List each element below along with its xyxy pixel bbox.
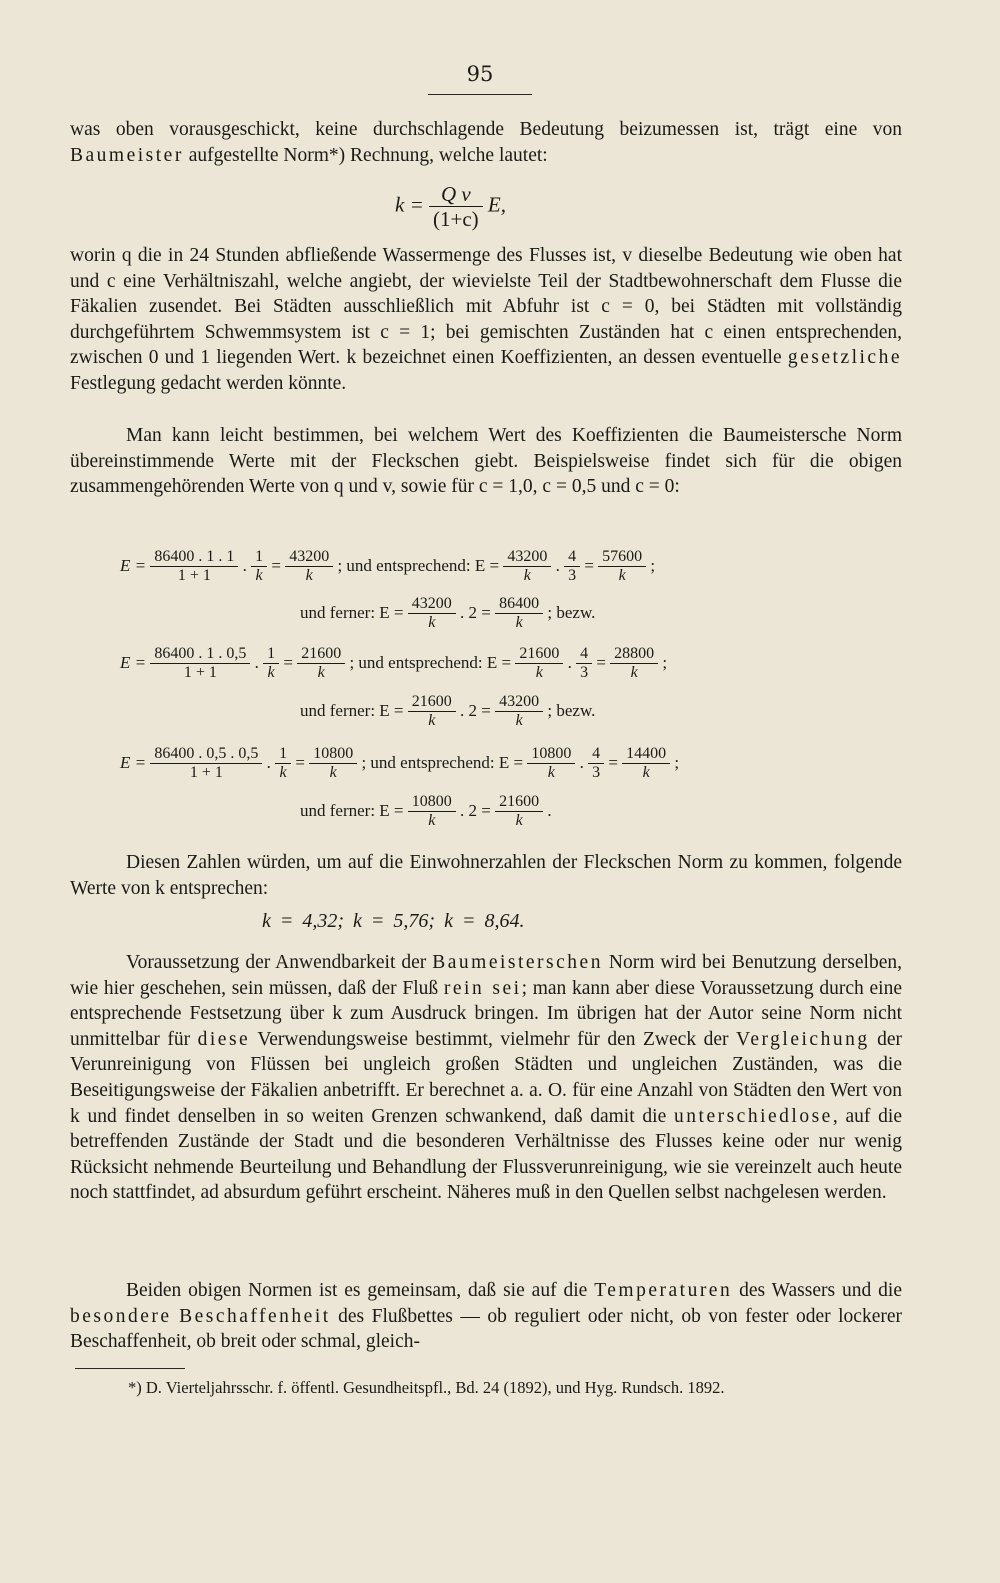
formula-lhs: k = xyxy=(395,192,424,217)
eq-den: k xyxy=(255,567,263,585)
eq-num: 4 xyxy=(588,745,604,764)
text-span: Verwendungsweise bestimmt, vielmehr für den Zweck der xyxy=(250,1028,736,1050)
eq-num: 28800 xyxy=(610,645,658,664)
eq-text: und ferner: E = xyxy=(300,800,408,820)
eq-op: = xyxy=(267,555,286,575)
eq-op: = xyxy=(279,652,298,672)
text-span: aufgestellte Norm*) Rechnung, welche lautet: xyxy=(183,144,548,166)
eq-den: k xyxy=(523,567,531,585)
main-formula xyxy=(395,182,506,231)
eq-num: 21600 xyxy=(297,645,345,664)
eq-fraction xyxy=(408,793,456,831)
eq-fraction xyxy=(263,645,279,683)
page-number-rule xyxy=(428,94,532,95)
formula-fraction xyxy=(429,182,483,231)
footnote: *) D. Vierteljahrsschr. f. öffentl. Gesundheitspfl., Bd. 24 (1892), und Hyg. Rundsch. 1892. xyxy=(128,1378,725,1397)
eq-num: 43200 xyxy=(495,693,543,712)
eq-op: . xyxy=(563,652,577,672)
eq-num: 14400 xyxy=(622,745,670,764)
text-span: des Flußbettes — ob reguliert oder nicht, ob von fester oder lockerer Beschaffenheit, ob breit oder schmal, gleich- xyxy=(70,1305,902,1353)
eq-den: k xyxy=(305,567,313,585)
eq-num: 21600 xyxy=(515,645,563,664)
text-span xyxy=(172,1306,180,1327)
eq-den: k xyxy=(428,614,436,632)
paragraph-definitions xyxy=(70,243,902,397)
spaced-word: Baumeisterschen xyxy=(432,952,603,973)
text-span: ; man kann aber diese Voraussetzung durch eine entsprechende Festsetzung über k zum Ausdruck bringen. Im übrigen hat der Autor seine Norm nicht unmittelbar für xyxy=(70,977,902,1050)
eq-op: . 2 = xyxy=(455,700,496,720)
spaced-word: diese xyxy=(197,1028,251,1050)
formula-numerator: Q v xyxy=(429,182,483,207)
eq-fraction xyxy=(622,745,670,783)
text-span: der Verunreinigung von Flüssen bei ungleich großen Städten und ungleichen Zuständen, was die Beseitigungsweise der Fäkalien anbetrifft. Er berechnet a. a. O. für eine Anzahl von Städten den Wert von k und findet denselben in so weiten Grenzen schwankend, daß damit die xyxy=(70,1028,902,1127)
eq-den: k xyxy=(267,664,275,682)
eq-num: 10800 xyxy=(527,745,575,764)
eq-num: 4 xyxy=(576,645,592,664)
eq-op: . xyxy=(551,555,565,575)
paragraph-comparison xyxy=(70,423,902,500)
eq-den: k xyxy=(535,664,543,682)
eq-op: . xyxy=(238,555,252,575)
eq-den: k xyxy=(547,764,555,782)
eq-num: 86400 . 1 . 0,5 xyxy=(150,645,250,664)
footnote-rule xyxy=(75,1368,185,1369)
eq-fraction xyxy=(576,645,592,683)
spaced-word: unterschiedlose xyxy=(674,1105,833,1127)
text-span: worin q die in 24 Stunden abfließende Wassermenge des Flusses ist, v dieselbe Bedeutung wie oben hat und c eine Verhältniszahl, welche angiebt, der wievielste Teil der Stadtbewohnerschaft dem Flusse die Fäkalien zusendet. Bei Städten ausschließlich mit Abfuhr ist c = 0, bei Städten mit vollständig durchgeführtem Schwemmsystem ist c = 1; bei gemischten Zuständen hat c einen entsprechenden, zwischen 0 und 1 liegenden Wert. k bezeichnet einen Koeffizienten, an dessen eventuelle xyxy=(70,245,902,369)
eq-fraction xyxy=(297,645,345,683)
spaced-word: Beschaffenheit xyxy=(179,1305,331,1327)
eq-op: . 2 = xyxy=(455,800,496,820)
spaced-word: gesetzliche xyxy=(787,347,902,369)
eq-den: 1 + 1 xyxy=(189,764,223,782)
spaced-word: Vergleichung xyxy=(735,1028,870,1050)
eq-op: . xyxy=(262,752,276,772)
eq-text: ; und entsprechend: E = xyxy=(345,652,516,672)
eq-fraction xyxy=(408,595,456,633)
eq-lhs: E = xyxy=(120,752,151,772)
eq-num: 57600 xyxy=(598,548,646,567)
eq-op: = xyxy=(592,652,611,672)
eq-op: . xyxy=(575,752,589,772)
equation-2-line-2 xyxy=(300,693,1000,731)
eq-text: ; und entsprechend: E = xyxy=(333,555,504,575)
paragraph-einwohnerzahlen xyxy=(70,850,902,901)
eq-num: 1 xyxy=(263,645,279,664)
eq-num: 43200 xyxy=(503,548,551,567)
eq-den: k xyxy=(630,664,638,682)
eq-den: k xyxy=(279,764,287,782)
eq-num: 10800 xyxy=(408,793,456,812)
eq-text: und ferner: E = xyxy=(300,602,408,622)
eq-op: ; xyxy=(670,752,680,772)
eq-den: 1 + 1 xyxy=(183,664,217,682)
eq-den: k xyxy=(642,764,650,782)
eq-op: = xyxy=(604,752,623,772)
eq-den: k xyxy=(515,812,523,830)
text-span: Festlegung gedacht werden könnte. xyxy=(70,372,347,394)
eq-num: 4 xyxy=(564,548,580,567)
equation-3 xyxy=(120,745,880,783)
text-span: Diesen Zahlen würden, um auf die Einwohnerzahlen der Fleckschen Norm zu kommen, folgende Werte von k entsprechen: xyxy=(70,852,902,899)
eq-op: . xyxy=(250,652,264,672)
eq-fraction xyxy=(275,745,291,783)
eq-num: 86400 . 1 . 1 xyxy=(150,548,238,567)
eq-den: k xyxy=(329,764,337,782)
eq-fraction xyxy=(495,793,543,831)
paragraph-voraussetzung xyxy=(70,950,902,1206)
eq-num: 21600 xyxy=(495,793,543,812)
eq-lhs: E = xyxy=(120,652,151,672)
text-span: was oben vorausgeschickt, keine durchschlagende Bedeutung beizumessen ist, trägt eine von xyxy=(70,119,902,140)
eq-text: ; bezw. xyxy=(543,700,596,720)
eq-fraction xyxy=(564,548,580,586)
eq-fraction xyxy=(515,645,563,683)
eq-den: k xyxy=(618,567,626,585)
eq-num: 21600 xyxy=(408,693,456,712)
spaced-word: besondere xyxy=(70,1305,172,1327)
page-number: 95 xyxy=(466,62,494,86)
eq-den: 3 xyxy=(568,567,577,585)
eq-text: und ferner: E = xyxy=(300,700,408,720)
spaced-name: Baumeister xyxy=(70,144,184,166)
eq-op: = xyxy=(291,752,310,772)
eq-op: ; xyxy=(658,652,668,672)
eq-den: k xyxy=(428,812,436,830)
paragraph-intro xyxy=(70,117,902,168)
equation-1-line-2 xyxy=(300,595,1000,633)
spaced-word: rein sei xyxy=(443,977,522,999)
eq-op: = xyxy=(580,555,599,575)
text-span: des Wassers und die xyxy=(732,1280,902,1301)
eq-fraction xyxy=(598,548,646,586)
equation-3-line-2 xyxy=(300,793,1000,831)
eq-fraction xyxy=(150,645,250,683)
formula-denominator: (1+c) xyxy=(433,207,479,232)
eq-text: ; bezw. xyxy=(543,602,596,622)
eq-den: 3 xyxy=(580,664,589,682)
equation-1 xyxy=(120,548,880,586)
paragraph-normen xyxy=(70,1278,902,1355)
eq-fraction xyxy=(610,645,658,683)
text-span: , auf die betreffenden Zustände der Stadt und die besonderen Verhältnisse des Flusses keine oder nur wenig Rücksicht nehmende Beurteilung und Behandlung der Flussverunreinigung, wie sie vereinzelt auch heute noch stattfindet, ad absurdum geführt erscheint. Näheres muß in den Quellen selbst nachgelesen werden. xyxy=(70,1105,902,1204)
eq-fraction xyxy=(495,595,543,633)
eq-den: 1 + 1 xyxy=(177,567,211,585)
eq-fraction xyxy=(503,548,551,586)
eq-fraction xyxy=(527,745,575,783)
formula-rhs: E, xyxy=(487,192,506,217)
eq-fraction xyxy=(150,548,238,586)
eq-num: 1 xyxy=(275,745,291,764)
spaced-word: Temperaturen xyxy=(594,1280,733,1301)
eq-lhs: E = xyxy=(120,555,151,575)
eq-num: 10800 xyxy=(309,745,357,764)
k-values: k = 4,32; k = 5,76; k = 8,64. xyxy=(262,910,525,932)
eq-text: ; und entsprechend: E = xyxy=(357,752,528,772)
eq-fraction xyxy=(588,745,604,783)
eq-num: 1 xyxy=(251,548,267,567)
eq-den: k xyxy=(515,712,523,730)
eq-den: 3 xyxy=(592,764,601,782)
equation-2 xyxy=(120,645,880,683)
eq-op: . 2 = xyxy=(455,602,496,622)
eq-num: 43200 xyxy=(408,595,456,614)
eq-den: k xyxy=(317,664,325,682)
text-span: Voraussetzung der Anwendbarkeit der xyxy=(126,952,433,973)
eq-den: k xyxy=(428,712,436,730)
eq-num: 86400 . 0,5 . 0,5 xyxy=(150,745,262,764)
eq-text: . xyxy=(543,800,552,820)
eq-den: k xyxy=(515,614,523,632)
eq-fraction xyxy=(309,745,357,783)
eq-fraction xyxy=(285,548,333,586)
eq-fraction xyxy=(150,745,262,783)
eq-fraction xyxy=(251,548,267,586)
eq-fraction xyxy=(408,693,456,731)
eq-num: 43200 xyxy=(285,548,333,567)
text-span: Beiden obigen Normen ist es gemeinsam, daß sie auf die xyxy=(126,1280,595,1301)
eq-num: 86400 xyxy=(495,595,543,614)
eq-op: ; xyxy=(646,555,656,575)
text-span: Man kann leicht bestimmen, bei welchem Wert des Koeffizienten die Baumeistersche Norm übereinstimmende Werte mit der Fleckschen giebt. Beispielsweise findet sich für die obigen zusammengehörenden Werte von q und v, sowie für c = 1,0, c = 0,5 und c = 0: xyxy=(70,425,902,498)
eq-fraction xyxy=(495,693,543,731)
text-span: Norm wird bei Benutzung derselben, wie hier geschehen, sein müssen, daß der Fluß xyxy=(70,952,902,999)
